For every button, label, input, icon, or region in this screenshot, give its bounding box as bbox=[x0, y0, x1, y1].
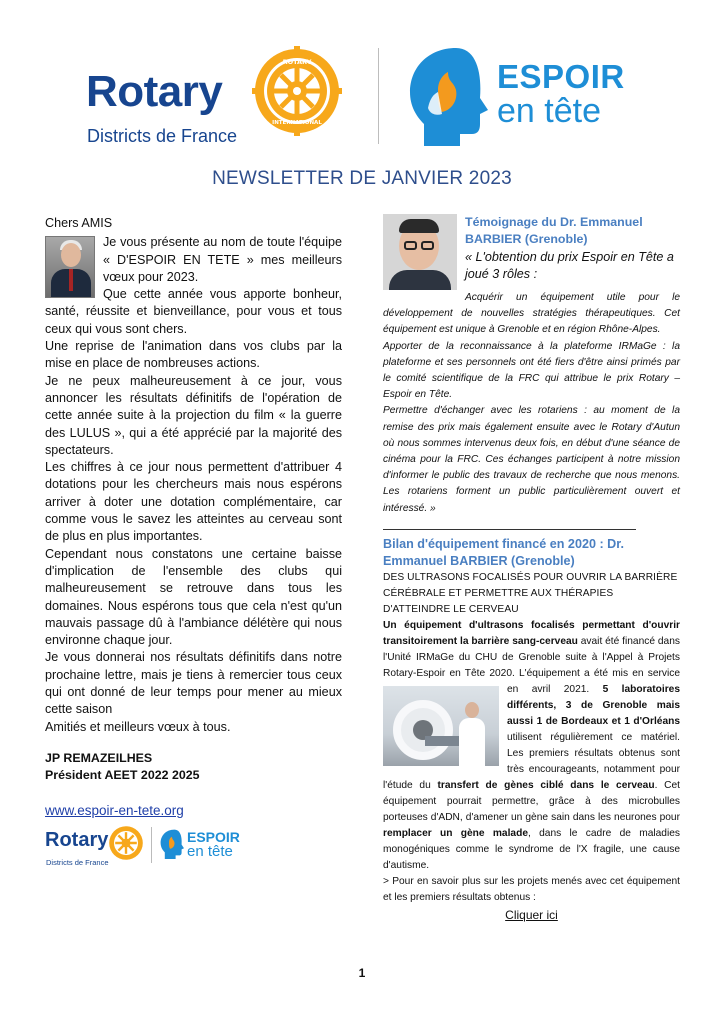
letter-greeting: Chers AMIS bbox=[45, 216, 113, 230]
president-photo bbox=[45, 236, 95, 298]
bilan-bold-1: Un équipement d'ultrasons focalisés permettant d'ouvrir transitoirement la barrière sang-cerveau bbox=[383, 619, 680, 647]
rotary-logo-text: Rotary bbox=[86, 67, 223, 116]
en-tete-logo-text: en tête bbox=[497, 92, 601, 130]
newsletter-title: NEWSLETTER DE JANVIER 2023 bbox=[212, 168, 512, 189]
letter-intro bbox=[45, 234, 342, 338]
letter-paragraph-5: Les chiffres à ce jour nous permettent d'attribuer 4 dotations pour les chercheurs mais nous espérons arriver à doter une dotation complémentaire, car comme vous le savez les atteintes au cerveau sont de plus en plus importantes. bbox=[45, 460, 342, 544]
testimony-paragraph-3: Permettre d'échanger avec les rotariens : au moment de la remise des prix mais également ensuite avec le Rotary d'Autun où nous sommes intervenus deux fois, en début d'une séance de cinéma pour la FRC. Ces échanges participent à notre mission d'informer le public des travaux de recherche que nous menons. Les rotariens forment un public particulièrement ouvert et intéressé. » bbox=[383, 405, 680, 514]
mini-espoir-head-icon bbox=[157, 827, 187, 861]
bilan-more: > Pour en savoir plus sur les projets menés avec cet équipement et les premiers résultats obtenus : bbox=[383, 875, 680, 903]
logo-divider bbox=[378, 48, 379, 144]
signature bbox=[45, 750, 342, 784]
bilan-heading: Bilan d'équipement financé en 2020 : Dr. Emmanuel BARBIER (Grenoble) bbox=[383, 536, 624, 568]
bilan-text-1: avait été financé dans l'Unité IRMaGe du CHU de Grenoble suite à l'Appel à Projets Rotary-Espoir en Tête 2020. L'équipement a été mis en service en avril 2021. bbox=[383, 635, 680, 695]
page-number: 1 bbox=[358, 966, 366, 980]
bilan-subtitle: DES ULTRASONS FOCALISÉS POUR OUVRIR LA BARRIÈRE CÉRÉBRALE ET PERMETTRE AUX THÉRAPIES D'ATTEINDRE LE CERVEAU bbox=[383, 571, 678, 615]
rotary-subtitle: Districts de France bbox=[87, 126, 238, 146]
bilan-text-2: utilisent régulièrement ce matériel. Les premiers résultats obtenus sont très encourageants, notamment pour l'étude du bbox=[383, 731, 680, 791]
testimony-paragraph-1: Acquérir un équipement utile pour le développement de nouvelles stratégies thérapeutiques. Cet équipement est unique à Grenoble et en région Rhône-Alpes. bbox=[383, 292, 680, 336]
doctor-photo bbox=[383, 214, 457, 290]
bilan-text-4: , dans le cadre de maladies monogéniques comme le syndrome de l'X fragile, une cause d'autisme. bbox=[383, 827, 680, 871]
testimony-lead: « L'obtention du prix Espoir en Tête a joué 3 rôles : bbox=[465, 250, 674, 281]
letter-paragraph-7: Je vous donnerai nos résultats définitifs dans notre prochaine lettre, mais je tiens à remercier tous ceux qui ont donné de leur temps pour mener au mieux cette saison bbox=[45, 650, 342, 717]
header bbox=[0, 0, 724, 160]
letter-paragraph-8: Amitiés et meilleurs vœux à tous. bbox=[45, 719, 231, 734]
mini-rotary-subtitle: Districts de France bbox=[46, 858, 109, 868]
section-divider bbox=[383, 529, 636, 530]
letter-paragraph-4: Je ne peux malheureusement à ce jour, vous annoncer les résultats définitifs de l'opération de cette année suite à la projection du film « la guerre des LULUS », qui a été apprécié par la majorité des spectateurs. bbox=[45, 373, 342, 457]
website-link[interactable]: www.espoir-en-tete.org bbox=[45, 802, 184, 818]
bilan-body bbox=[383, 618, 680, 874]
testimony-paragraph-2: Apporter de la reconnaissance à la plateforme IRMaGe : la plateforme et ses personnels ont été fiers d'être ainsi primés par le comité scientifique de la FRC qui attribue le prix Rotary – Espoir en Tête. bbox=[383, 340, 680, 401]
testimony-heading: Témoignage du Dr. Emmanuel BARBIER (Grenoble) bbox=[465, 215, 643, 246]
mini-espoir-text: ESPOIR bbox=[187, 829, 240, 846]
signature-name: JP REMAZEILHES bbox=[45, 750, 153, 765]
bilan-bold-4: remplacer un gène malade bbox=[383, 827, 528, 839]
click-here-link[interactable]: Cliquer ici bbox=[505, 907, 558, 922]
footer-logos bbox=[45, 825, 342, 869]
equipment-photo bbox=[383, 686, 499, 766]
letter-paragraph-1: Je vous présente au nom de toute l'équipe « D'ESPOIR EN TETE » mes meilleurs vœux pour 2023. bbox=[103, 235, 342, 284]
letter-paragraph-6: Cependant nous constatons une certaine baisse d'implication de l'ensemble des clubs qui malheureusement se retrouve dans tous les domaines. Nous espérons tous que cela n'est qu'un mauvais passage dû à l'ambiance délétère qui nous environne chaque jour. bbox=[45, 546, 342, 648]
rotary-wheel-top-text: ROTARY bbox=[282, 58, 312, 66]
letter-paragraph-3: Une reprise de l'animation dans vos clubs par la mise en place de nombreuses actions. bbox=[45, 339, 342, 371]
mini-en-tete-text: en tête bbox=[187, 843, 233, 861]
mini-rotary-text: Rotary bbox=[45, 829, 109, 852]
right-column bbox=[383, 214, 680, 922]
testimony-header bbox=[383, 214, 680, 290]
rotary-wheel-bottom-text: INTERNATIONAL bbox=[272, 120, 322, 126]
bilan-text-3: . Cet équipement pourrait permettre, grâce à des microbulles porteuses d'ADN, d'amener un gène sain dans les neurones pour bbox=[383, 779, 680, 823]
bilan-bold-3: transfert de gènes ciblé dans le cerveau bbox=[437, 779, 655, 791]
mini-divider bbox=[151, 827, 152, 863]
espoir-logo-text: ESPOIR bbox=[497, 58, 625, 95]
mini-rotary-wheel-icon bbox=[108, 825, 144, 861]
bilan-bold-2: 5 laboratoires différents, 3 de Grenoble mais aussi 1 de Bordeaux et 1 d'Orléans bbox=[507, 683, 680, 727]
espoir-head-icon bbox=[398, 44, 498, 148]
president-letter bbox=[45, 215, 342, 869]
letter-paragraph-2: Que cette année vous apporte bonheur, santé, réussite et bienveillance, pour vous et tous ceux qui vous sont chers. bbox=[45, 287, 342, 336]
rotary-wheel-icon bbox=[252, 46, 342, 136]
signature-role: Président AEET 2022 2025 bbox=[45, 767, 200, 782]
